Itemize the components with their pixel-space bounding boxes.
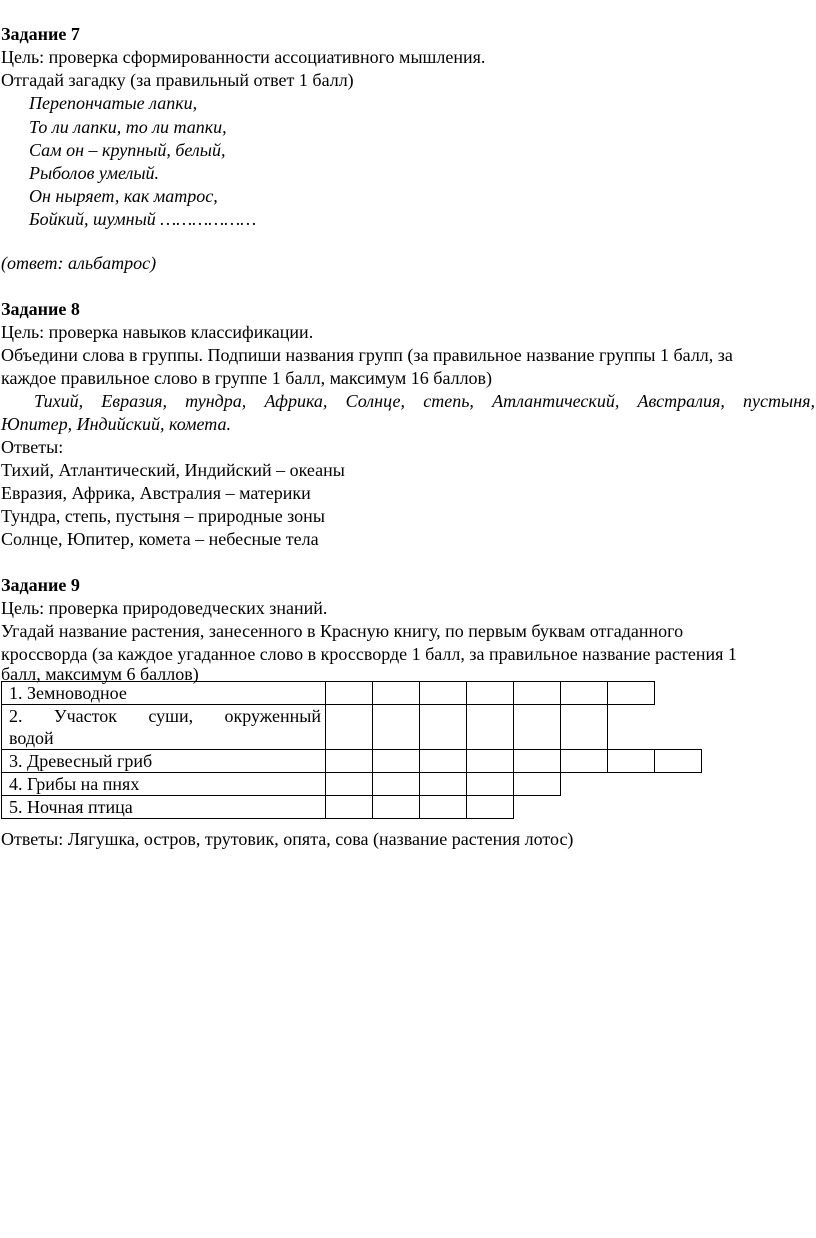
crossword-cell — [326, 705, 373, 750]
task8-instruction-line1: Объедини слова в группы. Подпиши названия групп (за правильное название группы 1 балл, за — [1, 345, 733, 365]
crossword-cell — [373, 796, 420, 819]
clue-word: суши, — [148, 706, 194, 726]
crossword-cell — [561, 682, 608, 705]
task8-words-line1: Тихий, Евразия, тундра, Африка, Солнце, степь, Атлантический, Австралия, пустыня, — [34, 391, 815, 411]
crossword-clue: 5. Ночная птица — [2, 796, 326, 819]
task7-answer: (ответ: альбатрос) — [1, 253, 157, 273]
crossword-clue: 4. Грибы на пнях — [2, 773, 326, 796]
crossword-cell — [420, 682, 467, 705]
crossword-cell — [420, 705, 467, 750]
crossword-cell — [373, 682, 420, 705]
crossword-cell — [326, 682, 373, 705]
task9-instruction-line3: балл, максимум 6 баллов) — [1, 664, 199, 684]
task8-answers-label: Ответы: — [1, 437, 64, 457]
crossword-cell — [326, 773, 373, 796]
crossword-cell — [420, 750, 467, 773]
clue-word: окруженный — [224, 706, 321, 726]
crossword-cell — [608, 682, 655, 705]
crossword-clue: 3. Древесный гриб — [2, 750, 326, 773]
task8-answer-line: Солнце, Юпитер, комета – небесные тела — [1, 529, 319, 549]
task8-answer-line: Евразия, Африка, Австралия – материки — [1, 483, 311, 503]
crossword-table — [1, 681, 702, 819]
clue-word: Участок — [53, 706, 118, 726]
crossword-row — [2, 682, 702, 705]
crossword-cell — [467, 750, 514, 773]
poem-line: Перепончатые лапки, — [29, 93, 198, 113]
task8-instruction-line2: каждое правильное слово в группе 1 балл, максимум 16 баллов) — [1, 368, 493, 388]
crossword-clue — [2, 705, 326, 750]
crossword-cell — [561, 750, 608, 773]
crossword-row — [2, 705, 702, 750]
poem-line: Сам он – крупный, белый, — [29, 140, 226, 160]
task7-heading: Задание 7 — [1, 24, 80, 44]
crossword-clue: 1. Земноводное — [2, 682, 326, 705]
crossword-cell — [420, 773, 467, 796]
clue-word: водой — [9, 728, 54, 748]
crossword-cell — [514, 773, 561, 796]
task8-goal: Цель: проверка навыков классификации. — [1, 322, 314, 342]
crossword-cell — [373, 773, 420, 796]
crossword-row — [2, 796, 702, 819]
crossword-cell — [514, 750, 561, 773]
clue-word: 2. — [9, 706, 23, 726]
task8-heading: Задание 8 — [1, 299, 80, 319]
crossword-cell — [467, 773, 514, 796]
crossword-cell — [655, 750, 702, 773]
crossword-cell — [514, 682, 561, 705]
task7-instruction: Отгадай загадку (за правильный ответ 1 балл) — [1, 70, 354, 90]
crossword-cell — [373, 705, 420, 750]
crossword-cell — [608, 750, 655, 773]
crossword-cell — [326, 796, 373, 819]
poem-line: То ли лапки, то ли тапки, — [29, 117, 227, 137]
crossword-cell — [467, 682, 514, 705]
task9-instruction-line2: кроссворда (за каждое угаданное слово в кроссворде 1 балл, за правильное название растения 1 — [1, 644, 737, 664]
crossword-cell — [420, 796, 467, 819]
crossword-row — [2, 750, 702, 773]
crossword-cell — [467, 705, 514, 750]
task9-heading: Задание 9 — [1, 575, 80, 595]
task8-words-line2: Юпитер, Индийский, комета. — [1, 414, 232, 434]
crossword-cell — [326, 750, 373, 773]
poem-line: Бойкий, шумный ……………… — [29, 209, 257, 229]
task9-instruction-line1: Угадай название растения, занесенного в Красную книгу, по первым буквам отгаданного — [1, 621, 684, 641]
poem-line: Рыболов умелый. — [29, 163, 160, 183]
crossword-cell — [467, 796, 514, 819]
crossword-cell — [514, 705, 561, 750]
task9-goal: Цель: проверка природоведческих знаний. — [1, 598, 328, 618]
task7-goal: Цель: проверка сформированности ассоциативного мышления. — [1, 47, 486, 67]
crossword-row — [2, 773, 702, 796]
task8-answer-line: Тундра, степь, пустыня – природные зоны — [1, 506, 325, 526]
poem-line: Он ныряет, как матрос, — [29, 186, 218, 206]
task9-answers: Ответы: Лягушка, остров, трутовик, опята, сова (название растения лотос) — [1, 829, 574, 849]
task8-answer-line: Тихий, Атлантический, Индийский – океаны — [1, 460, 345, 480]
crossword-cell — [373, 750, 420, 773]
crossword-cell — [561, 705, 608, 750]
